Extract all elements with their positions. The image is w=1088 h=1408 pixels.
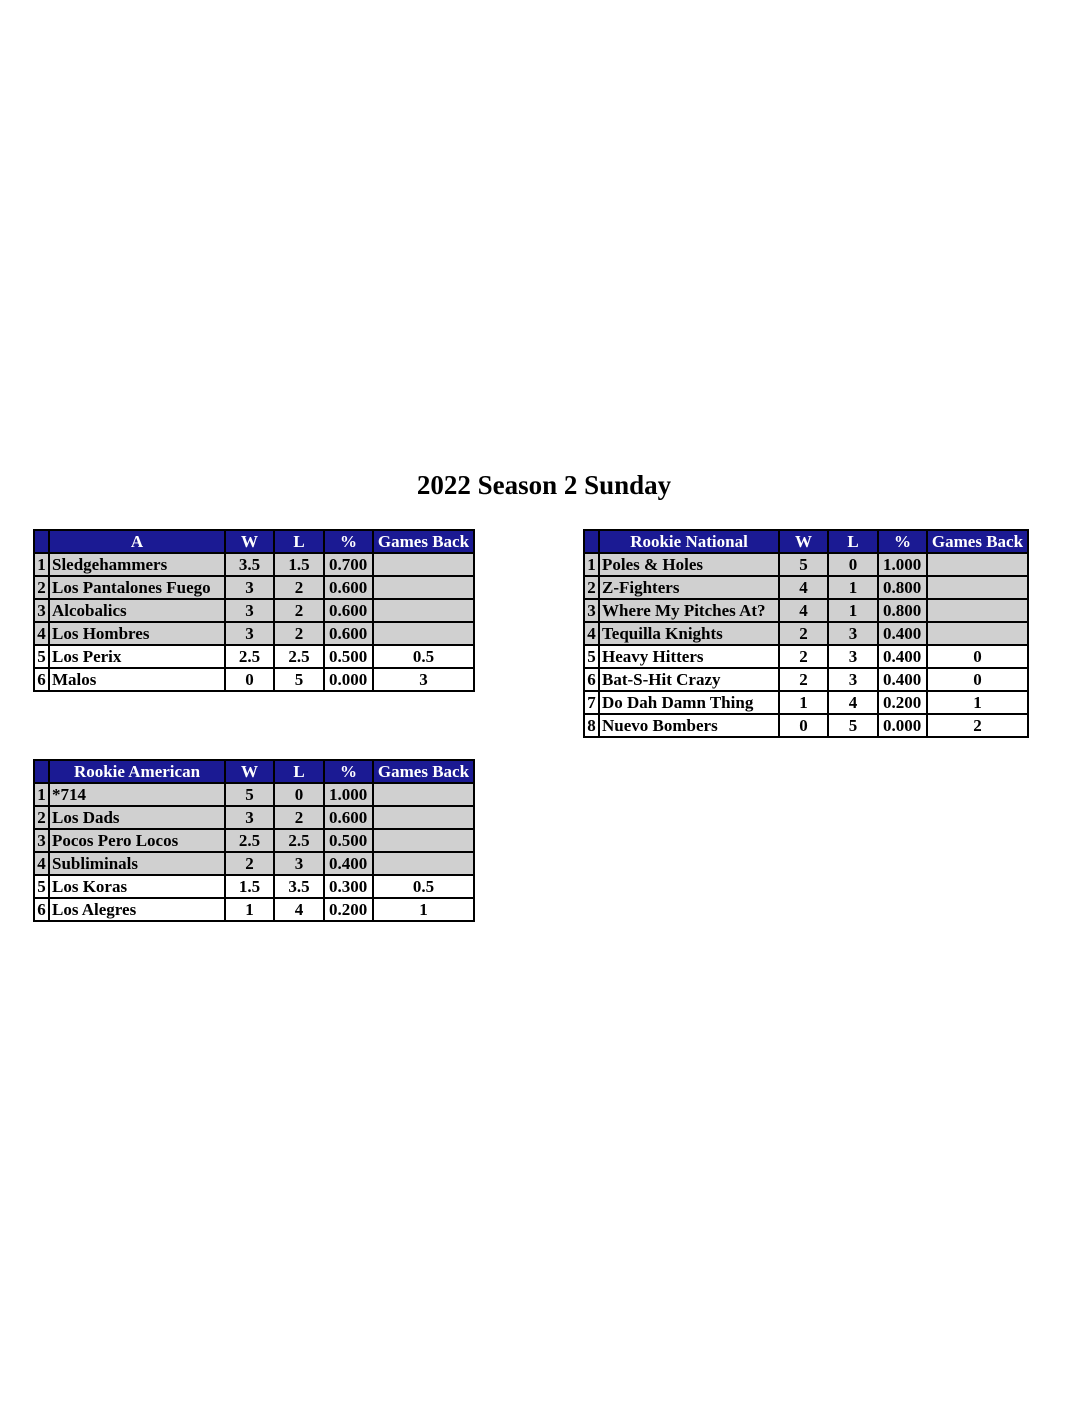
division-name-header: Rookie National <box>599 530 779 553</box>
pct-cell: 0.000 <box>324 668 373 691</box>
rank-header <box>34 530 49 553</box>
team-name-cell: Alcobalics <box>49 599 225 622</box>
team-name-cell: Bat-S-Hit Crazy <box>599 668 779 691</box>
rank-cell: 5 <box>34 645 49 668</box>
wins-cell: 3 <box>225 806 274 829</box>
losses-cell: 0 <box>828 553 878 576</box>
losses-cell: 2.5 <box>274 829 324 852</box>
games-back-cell <box>373 622 474 645</box>
table-row <box>34 553 474 576</box>
losses-cell: 3.5 <box>274 875 324 898</box>
table-row <box>34 875 474 898</box>
games-back-cell: 0.5 <box>373 875 474 898</box>
pct-cell: 0.400 <box>878 668 927 691</box>
pct-cell: 0.500 <box>324 645 373 668</box>
losses-cell: 2 <box>274 599 324 622</box>
games-back-cell <box>373 599 474 622</box>
games-back-cell <box>927 599 1028 622</box>
table-row <box>584 714 1028 737</box>
pct-cell: 0.200 <box>324 898 373 921</box>
losses-header: L <box>274 760 324 783</box>
games-back-header: Games Back <box>373 760 474 783</box>
losses-header: L <box>828 530 878 553</box>
team-name-cell: Nuevo Bombers <box>599 714 779 737</box>
losses-cell: 3 <box>828 622 878 645</box>
games-back-cell <box>927 553 1028 576</box>
table-row <box>34 645 474 668</box>
pct-cell: 0.600 <box>324 576 373 599</box>
games-back-cell: 0 <box>927 645 1028 668</box>
wins-cell: 3.5 <box>225 553 274 576</box>
games-back-cell <box>373 852 474 875</box>
table-row <box>584 599 1028 622</box>
table-row <box>34 829 474 852</box>
table-row <box>584 622 1028 645</box>
standings-table-rookie-national <box>583 529 1029 738</box>
wins-cell: 2.5 <box>225 645 274 668</box>
games-back-cell <box>927 576 1028 599</box>
losses-cell: 1 <box>828 576 878 599</box>
standings-table-a <box>33 529 475 692</box>
losses-cell: 2.5 <box>274 645 324 668</box>
games-back-header: Games Back <box>927 530 1028 553</box>
rank-cell: 6 <box>584 668 599 691</box>
division-name-header: A <box>49 530 225 553</box>
team-name-cell: Los Dads <box>49 806 225 829</box>
pct-cell: 0.600 <box>324 806 373 829</box>
table-row <box>584 553 1028 576</box>
wins-cell: 3 <box>225 576 274 599</box>
wins-cell: 4 <box>779 576 828 599</box>
wins-cell: 2 <box>779 622 828 645</box>
wins-header: W <box>225 530 274 553</box>
pct-cell: 0.800 <box>878 599 927 622</box>
games-back-cell <box>373 553 474 576</box>
team-name-cell: Subliminals <box>49 852 225 875</box>
pct-header: % <box>324 530 373 553</box>
wins-cell: 1 <box>225 898 274 921</box>
wins-cell: 3 <box>225 599 274 622</box>
standings-table-rookie-american <box>33 759 475 922</box>
table-header-row <box>34 760 474 783</box>
pct-cell: 0.400 <box>324 852 373 875</box>
losses-cell: 3 <box>274 852 324 875</box>
losses-cell: 2 <box>274 576 324 599</box>
team-name-cell: Where My Pitches At? <box>599 599 779 622</box>
games-back-cell: 3 <box>373 668 474 691</box>
games-back-cell: 2 <box>927 714 1028 737</box>
rank-cell: 1 <box>34 553 49 576</box>
wins-cell: 3 <box>225 622 274 645</box>
rank-cell: 5 <box>584 645 599 668</box>
wins-header: W <box>779 530 828 553</box>
team-name-cell: Do Dah Damn Thing <box>599 691 779 714</box>
page-title: 2022 Season 2 Sunday <box>416 470 672 500</box>
wins-cell: 4 <box>779 599 828 622</box>
games-back-cell: 1 <box>373 898 474 921</box>
rank-cell: 2 <box>34 806 49 829</box>
games-back-header: Games Back <box>373 530 474 553</box>
rank-cell: 2 <box>584 576 599 599</box>
games-back-cell: 1 <box>927 691 1028 714</box>
losses-cell: 3 <box>828 645 878 668</box>
wins-cell: 2 <box>779 645 828 668</box>
wins-cell: 2.5 <box>225 829 274 852</box>
losses-cell: 2 <box>274 622 324 645</box>
table-header-row <box>34 530 474 553</box>
table-row <box>34 622 474 645</box>
wins-cell: 1.5 <box>225 875 274 898</box>
division-name-header: Rookie American <box>49 760 225 783</box>
rank-cell: 3 <box>34 829 49 852</box>
table-row <box>584 645 1028 668</box>
team-name-cell: Los Perix <box>49 645 225 668</box>
table-header-row <box>584 530 1028 553</box>
team-name-cell: Los Alegres <box>49 898 225 921</box>
pct-cell: 0.500 <box>324 829 373 852</box>
table-row <box>584 691 1028 714</box>
team-name-cell: Pocos Pero Locos <box>49 829 225 852</box>
rank-cell: 5 <box>34 875 49 898</box>
wins-header: W <box>225 760 274 783</box>
pct-cell: 0.700 <box>324 553 373 576</box>
pct-cell: 1.000 <box>324 783 373 806</box>
pct-cell: 0.600 <box>324 599 373 622</box>
rank-header <box>34 760 49 783</box>
table-row <box>584 576 1028 599</box>
rank-cell: 6 <box>34 898 49 921</box>
rank-cell: 1 <box>34 783 49 806</box>
rank-cell: 1 <box>584 553 599 576</box>
table-row <box>34 806 474 829</box>
pct-cell: 0.300 <box>324 875 373 898</box>
rank-cell: 6 <box>34 668 49 691</box>
losses-cell: 5 <box>828 714 878 737</box>
rank-cell: 7 <box>584 691 599 714</box>
team-name-cell: Malos <box>49 668 225 691</box>
losses-cell: 2 <box>274 806 324 829</box>
rank-cell: 4 <box>34 852 49 875</box>
pct-cell: 0.600 <box>324 622 373 645</box>
losses-cell: 4 <box>274 898 324 921</box>
team-name-cell: Sledgehammers <box>49 553 225 576</box>
wins-cell: 0 <box>779 714 828 737</box>
pct-cell: 0.800 <box>878 576 927 599</box>
team-name-cell: Los Hombres <box>49 622 225 645</box>
games-back-cell <box>373 783 474 806</box>
games-back-cell <box>373 576 474 599</box>
losses-header: L <box>274 530 324 553</box>
losses-cell: 4 <box>828 691 878 714</box>
table-row <box>34 668 474 691</box>
wins-cell: 2 <box>225 852 274 875</box>
team-name-cell: Poles & Holes <box>599 553 779 576</box>
games-back-cell: 0.5 <box>373 645 474 668</box>
pct-cell: 0.400 <box>878 622 927 645</box>
table-row <box>34 898 474 921</box>
games-back-cell <box>927 622 1028 645</box>
games-back-cell: 0 <box>927 668 1028 691</box>
pct-cell: 1.000 <box>878 553 927 576</box>
losses-cell: 3 <box>828 668 878 691</box>
pct-cell: 0.200 <box>878 691 927 714</box>
rank-cell: 8 <box>584 714 599 737</box>
team-name-cell: Z-Fighters <box>599 576 779 599</box>
table-row <box>34 599 474 622</box>
pct-header: % <box>324 760 373 783</box>
pct-header: % <box>878 530 927 553</box>
wins-cell: 5 <box>225 783 274 806</box>
rank-cell: 4 <box>34 622 49 645</box>
rank-cell: 3 <box>584 599 599 622</box>
pct-cell: 0.000 <box>878 714 927 737</box>
rank-cell: 3 <box>34 599 49 622</box>
team-name-cell: Los Koras <box>49 875 225 898</box>
wins-cell: 1 <box>779 691 828 714</box>
losses-cell: 1.5 <box>274 553 324 576</box>
losses-cell: 0 <box>274 783 324 806</box>
rank-header <box>584 530 599 553</box>
wins-cell: 2 <box>779 668 828 691</box>
team-name-cell: *714 <box>49 783 225 806</box>
losses-cell: 5 <box>274 668 324 691</box>
table-row <box>34 852 474 875</box>
wins-cell: 5 <box>779 553 828 576</box>
pct-cell: 0.400 <box>878 645 927 668</box>
table-row <box>34 783 474 806</box>
losses-cell: 1 <box>828 599 878 622</box>
rank-cell: 2 <box>34 576 49 599</box>
games-back-cell <box>373 829 474 852</box>
table-row <box>584 668 1028 691</box>
games-back-cell <box>373 806 474 829</box>
rank-cell: 4 <box>584 622 599 645</box>
team-name-cell: Heavy Hitters <box>599 645 779 668</box>
wins-cell: 0 <box>225 668 274 691</box>
team-name-cell: Los Pantalones Fuego <box>49 576 225 599</box>
team-name-cell: Tequilla Knights <box>599 622 779 645</box>
table-row <box>34 576 474 599</box>
